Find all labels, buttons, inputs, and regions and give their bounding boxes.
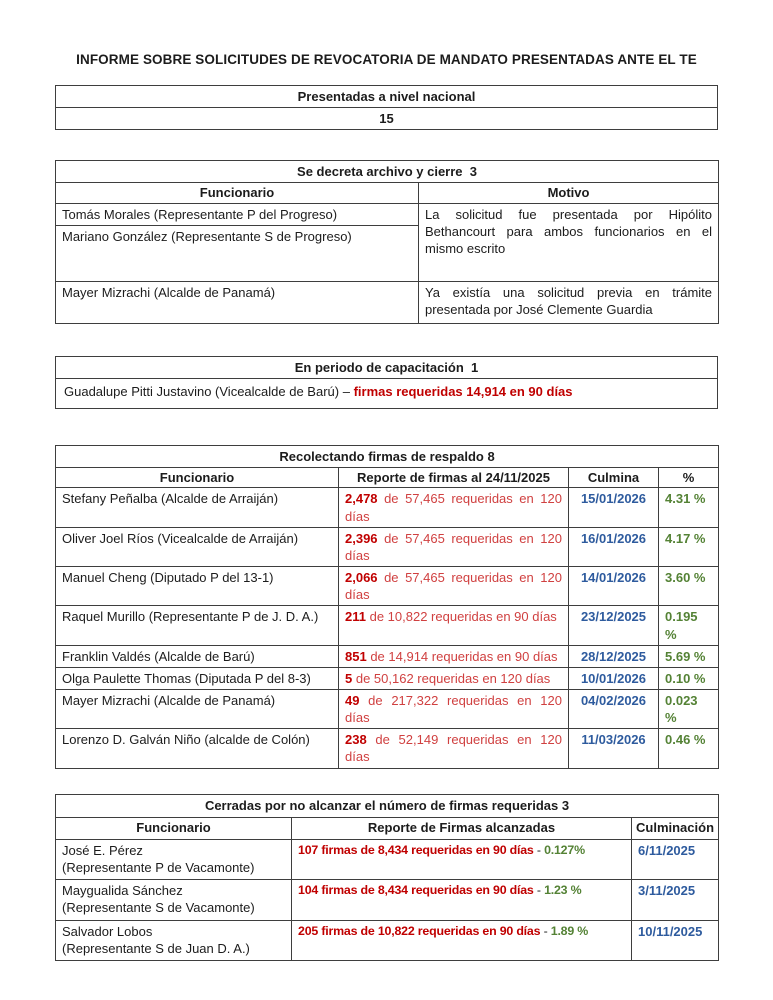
firmas-count: 49 bbox=[345, 692, 360, 708]
funcionario-role: (Representante S de Vacamonte) bbox=[62, 900, 255, 916]
firmas-detail: de 57,465 requeridas en 120 días bbox=[345, 570, 562, 603]
firmas-count: 211 bbox=[345, 609, 366, 625]
funcionario-cell bbox=[56, 920, 292, 960]
reporte-cell bbox=[339, 567, 569, 606]
firmas-detail: de 14,914 requeridas en 90 días bbox=[370, 648, 558, 664]
table-recolectando-firmas bbox=[55, 445, 719, 769]
table-row bbox=[56, 920, 719, 960]
reporte-cell bbox=[339, 488, 569, 527]
reporte-cell bbox=[292, 839, 632, 879]
motivo-cell: Ya existía una solicitud previa en trámite presentada por José Clemente Guardia bbox=[419, 281, 719, 323]
funcionario-cell: Mayer Mizrachi (Alcalde de Panamá) bbox=[56, 281, 419, 323]
table-row bbox=[56, 446, 719, 468]
capacitacion-title: En periodo de capacitación 1 bbox=[56, 356, 718, 378]
table-row bbox=[56, 606, 719, 645]
table-row bbox=[56, 488, 719, 527]
reporte-cell bbox=[292, 920, 632, 960]
culmina-date: 15/01/2026 bbox=[569, 488, 659, 527]
firmas-detail: de 57,465 requeridas en 120 días bbox=[345, 530, 562, 563]
separator-dash: - bbox=[536, 883, 541, 898]
table-row bbox=[56, 203, 719, 225]
table-cerradas bbox=[55, 794, 719, 961]
column-header-culminacion: Culminación bbox=[632, 817, 719, 839]
culmina-date: 28/12/2025 bbox=[569, 645, 659, 667]
funcionario-cell: Raquel Murillo (Representante P de J. D. A.) bbox=[56, 606, 339, 645]
table-row bbox=[56, 839, 719, 879]
firmas-count: 2,066 bbox=[345, 570, 378, 586]
table-row bbox=[56, 527, 719, 566]
reporte-cell bbox=[339, 527, 569, 566]
firmas-count: 2,478 bbox=[345, 491, 378, 507]
separator-dash: - bbox=[536, 842, 541, 857]
funcionario-cell bbox=[56, 880, 292, 920]
table-presentadas-nacional bbox=[55, 85, 718, 130]
table-archivo-cierre bbox=[55, 160, 719, 323]
percent-value: 0.46 % bbox=[659, 729, 719, 768]
column-header-culmina: Culmina bbox=[569, 468, 659, 488]
table-header-row bbox=[56, 468, 719, 488]
funcionario-cell: Oliver Joel Ríos (Vicealcalde de Arraiján) bbox=[56, 527, 339, 566]
table-row bbox=[56, 86, 718, 108]
culmina-date: 11/03/2026 bbox=[569, 729, 659, 768]
culminacion-date: 6/11/2025 bbox=[632, 839, 719, 879]
funcionario-cell: Tomás Morales (Representante P del Progreso) bbox=[56, 203, 419, 225]
firmas-report: 107 firmas de 8,434 requeridas en 90 días bbox=[298, 842, 534, 857]
firmas-requeridas-highlight: firmas requeridas 14,914 en 90 días bbox=[353, 383, 573, 399]
table-row bbox=[56, 880, 719, 920]
reporte-cell bbox=[339, 645, 569, 667]
percent-value: 5.69 % bbox=[659, 645, 719, 667]
firmas-report: 205 firmas de 10,822 requeridas en 90 días bbox=[298, 923, 541, 938]
funcionario-name: Maygualida Sánchez bbox=[62, 883, 183, 899]
percent-value: 4.17 % bbox=[659, 527, 719, 566]
column-header-percent: % bbox=[659, 468, 719, 488]
table-header-row bbox=[56, 183, 719, 203]
column-header-funcionario: Funcionario bbox=[56, 468, 339, 488]
culmina-date: 16/01/2026 bbox=[569, 527, 659, 566]
table-row bbox=[56, 356, 718, 378]
funcionario-cell: Stefany Peñalba (Alcalde de Arraiján) bbox=[56, 488, 339, 527]
separator-dash: - bbox=[543, 923, 548, 938]
firmas-detail: de 52,149 requeridas en 120 días bbox=[345, 732, 562, 765]
table-row bbox=[56, 161, 719, 183]
culminacion-date: 3/11/2025 bbox=[632, 880, 719, 920]
percent-value: 0.10 % bbox=[659, 667, 719, 689]
funcionario-cell: Olga Paulette Thomas (Diputada P del 8-3) bbox=[56, 667, 339, 689]
presentadas-header: Presentadas a nivel nacional bbox=[56, 86, 718, 108]
percent-value: 1.23 % bbox=[544, 883, 582, 898]
column-header-reporte: Reporte de Firmas alcanzadas bbox=[292, 817, 632, 839]
percent-value: 1.89 % bbox=[550, 923, 589, 938]
reporte-cell bbox=[339, 689, 569, 728]
percent-value: 4.31 % bbox=[659, 488, 719, 527]
funcionario-cell: Franklin Valdés (Alcalde de Barú) bbox=[56, 645, 339, 667]
culmina-date: 04/02/2026 bbox=[569, 689, 659, 728]
firmas-detail: de 10,822 requeridas en 90 días bbox=[369, 609, 557, 625]
funcionario-cell: Lorenzo D. Galván Niño (alcalde de Colón) bbox=[56, 729, 339, 768]
table-row bbox=[56, 645, 719, 667]
funcionario-cell: Mayer Mizrachi (Alcalde de Panamá) bbox=[56, 689, 339, 728]
firmas-detail: de 50,162 requeridas en 120 días bbox=[355, 670, 551, 686]
reporte-cell bbox=[292, 880, 632, 920]
table-row bbox=[56, 108, 718, 130]
capacitacion-entry bbox=[56, 378, 718, 408]
culmina-date: 10/01/2026 bbox=[569, 667, 659, 689]
reporte-cell bbox=[339, 667, 569, 689]
funcionario-role: (Representante P de Vacamonte) bbox=[62, 860, 255, 876]
table-header-row bbox=[56, 817, 719, 839]
column-header-motivo: Motivo bbox=[419, 183, 719, 203]
table-capacitacion bbox=[55, 356, 718, 409]
motivo-cell: La solicitud fue presentada por Hipólito Bethancourt para ambos funcionarios en el mismo escrito bbox=[419, 203, 719, 281]
percent-value: 0.023 % bbox=[659, 689, 719, 728]
table-row bbox=[56, 667, 719, 689]
table-row bbox=[56, 567, 719, 606]
firmas-report: 104 firmas de 8,434 requeridas en 90 días bbox=[298, 883, 534, 898]
reporte-cell bbox=[339, 729, 569, 768]
table-row bbox=[56, 378, 718, 408]
funcionario-role: (Representante S de Juan D. A.) bbox=[62, 940, 250, 956]
firmas-count: 2,396 bbox=[345, 530, 378, 546]
firmas-detail: de 217,322 requeridas en 120 días bbox=[345, 692, 562, 726]
firmas-detail: de 57,465 requeridas en 120 días bbox=[345, 491, 562, 524]
firmas-count: 5 bbox=[345, 670, 353, 686]
funcionario-name: Salvador Lobos bbox=[62, 923, 153, 939]
table-row bbox=[56, 729, 719, 768]
table-row bbox=[56, 794, 719, 817]
table-row bbox=[56, 689, 719, 728]
column-header-funcionario: Funcionario bbox=[56, 817, 292, 839]
cerradas-title: Cerradas por no alcanzar el número de firmas requeridas 3 bbox=[56, 794, 719, 817]
archivo-title: Se decreta archivo y cierre 3 bbox=[56, 161, 719, 183]
percent-value: 3.60 % bbox=[659, 567, 719, 606]
column-header-funcionario: Funcionario bbox=[56, 183, 419, 203]
funcionario-cell bbox=[56, 839, 292, 879]
percent-value: 0.127% bbox=[544, 842, 585, 857]
recolectando-title: Recolectando firmas de respaldo 8 bbox=[56, 446, 719, 468]
culmina-date: 23/12/2025 bbox=[569, 606, 659, 645]
presentadas-total: 15 bbox=[56, 108, 718, 130]
funcionario-name: Guadalupe Pitti Justavino (Vicealcalde de Barú) – bbox=[64, 383, 350, 399]
column-header-reporte: Reporte de firmas al 24/11/2025 bbox=[339, 468, 569, 488]
funcionario-cell: Manuel Cheng (Diputado P del 13-1) bbox=[56, 567, 339, 606]
firmas-count: 238 bbox=[345, 732, 367, 748]
document-title: INFORME SOBRE SOLICITUDES DE REVOCATORIA DE MANDATO PRESENTADAS ANTE EL TE bbox=[76, 52, 697, 67]
culmina-date: 14/01/2026 bbox=[569, 567, 659, 606]
percent-value: 0.195 % bbox=[659, 606, 719, 645]
culminacion-date: 10/11/2025 bbox=[632, 920, 719, 960]
funcionario-cell: Mariano González (Representante S de Progreso) bbox=[56, 225, 419, 281]
funcionario-name: José E. Pérez bbox=[62, 842, 143, 858]
firmas-count: 851 bbox=[345, 648, 367, 664]
table-row bbox=[56, 281, 719, 323]
reporte-cell bbox=[339, 606, 569, 645]
